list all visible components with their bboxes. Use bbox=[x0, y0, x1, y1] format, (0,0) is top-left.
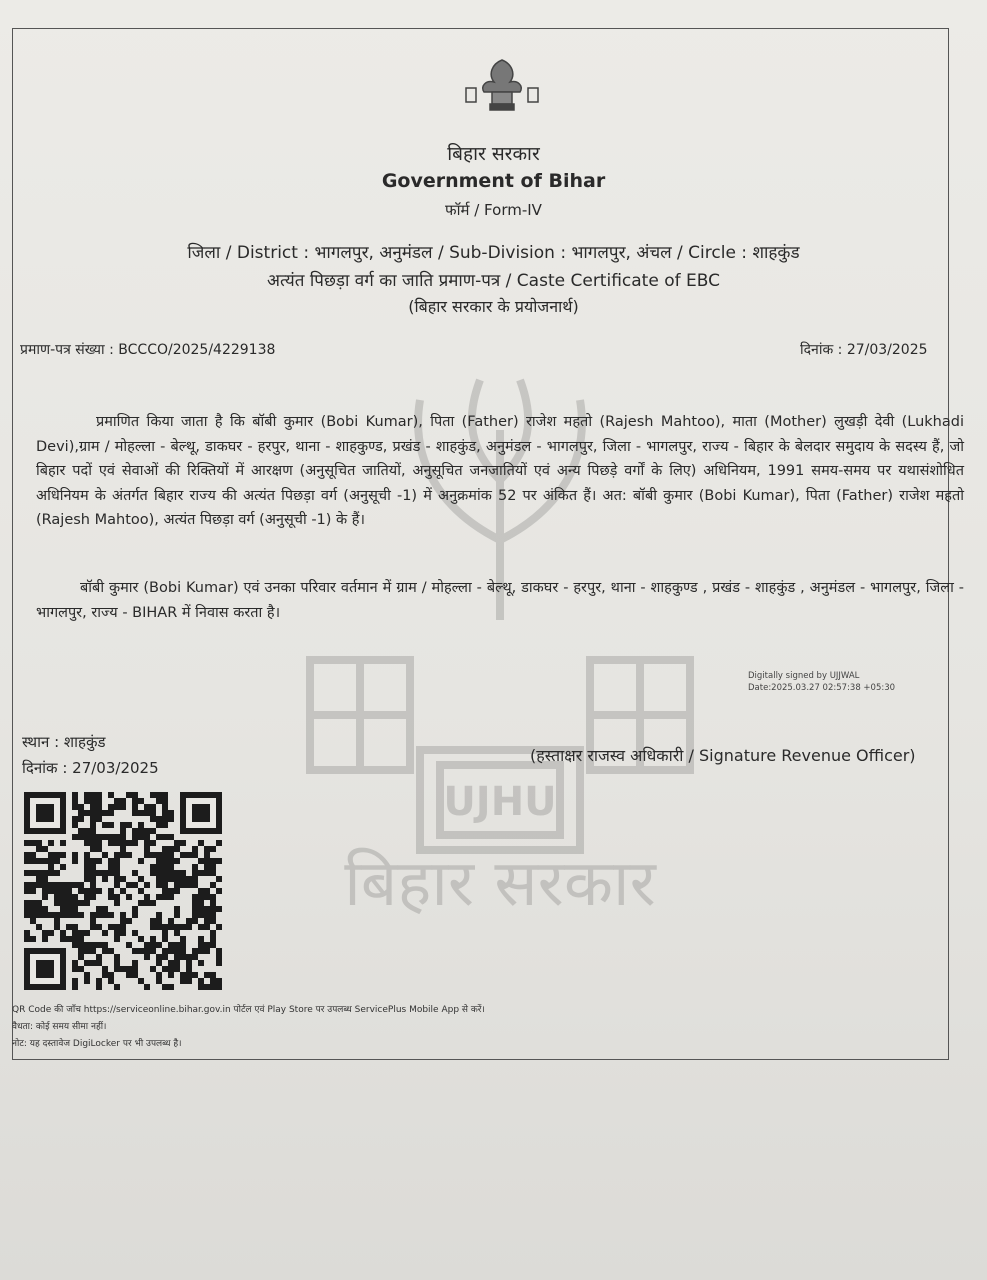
qr-verification-note: QR Code की जाँच https://serviceonline.bihar.gov.in पोर्टल एवं Play Store पर उपलब्ध ServicePlus Mobile App से करें। bbox=[12, 1005, 485, 1015]
government-hindi: बिहार सरकार bbox=[447, 143, 540, 165]
signature-revenue-officer: (हस्ताक्षर राजस्व अधिकारी / Signature Revenue Officer) bbox=[530, 746, 916, 765]
certificate-title: अत्यंत पिछड़ा वर्ग का जाति प्रमाण-पत्र / Caste Certificate of EBC bbox=[267, 271, 720, 291]
certificate-date: दिनांक : 27/03/2025 bbox=[800, 342, 928, 358]
qr-code-icon bbox=[24, 792, 222, 990]
certificate-number: प्रमाण-पत्र संख्या : BCCCO/2025/4229138 bbox=[20, 342, 276, 358]
certificate-purpose: (बिहार सरकार के प्रयोजनार्थ) bbox=[408, 297, 579, 316]
digital-signature-signer: Digitally signed by UJJWAL bbox=[748, 671, 860, 681]
digilocker-note: नोट: यह दस्तावेज DigiLocker पर भी उपलब्ध है। bbox=[12, 1039, 182, 1049]
bihar-emblem-icon bbox=[462, 52, 542, 114]
footer-notes bbox=[12, 1002, 485, 1053]
form-number: फॉर्म / Form-IV bbox=[445, 201, 542, 219]
issue-date: दिनांक : 27/03/2025 bbox=[22, 759, 159, 777]
government-english: Government of Bihar bbox=[381, 170, 606, 192]
district-line: जिला / District : भागलपुर, अनुमंडल / Sub-Division : भागलपुर, अंचल / Circle : शाहकुंड bbox=[187, 243, 800, 263]
validity-note: वैधता: कोई समय सीमा नहीं। bbox=[12, 1022, 107, 1032]
certificate-paragraph-2: बॉबी कुमार (Bobi Kumar) एवं उनका परिवार वर्तमान में ग्राम / मोहल्ला - बेल्थू, डाकघर - हरपुर, थाना - शाहकुण्ड , प्रखंड - शाहकुंड , अनुमंडल - भागलपुर, जिला - भागलपुर, राज्य - BIHAR में निवास करता है। bbox=[36, 580, 964, 621]
certificate-paragraph-1: प्रमाणित किया जाता है कि बॉबी कुमार (Bobi Kumar), पिता (Father) राजेश महतो (Rajesh Mahtoo), माता (Mother) लुखड़ी देवी (Lukhadi Devi),ग्राम / मोहल्ला - बेल्थू, डाकघर - हरपुर, थाना - शाहकुण्ड, प्रखंड - शाहकुंड, अनुमंडल - भागलपुर, जिला - भागलपुर, राज्य - बिहार के बेलदार समुदाय के सदस्य हैं, जो बिहार पदों एवं सेवाओं की रिक्तियों में आरक्षण (अनुसूचित जातियों, अनुसूचित जनजातियों एवं अन्य पिछड़े वर्गों के लिए) अधिनियम, 1991 समय-समय पर यथासंशोधित अधिनियम के अंतर्गत बिहार राज्य की अत्यंत पिछड़ा वर्ग (अनुसूची -1) में अनुक्रमांक 52 पर अंकित हैं। अत: बॉबी कुमार (Bobi Kumar), पिता (Father) राजेश महतो (Rajesh Mahtoo), अत्यंत पिछड़ा वर्ग (अनुसूची -1) के हैं। bbox=[36, 414, 964, 528]
watermark-badge: UJHU bbox=[443, 779, 557, 825]
digital-signature-date: Date:2025.03.27 02:57:38 +05:30 bbox=[748, 683, 896, 693]
digital-signature bbox=[748, 670, 895, 694]
issue-place: स्थान : शाहकुंड bbox=[22, 733, 106, 751]
watermark-text: बिहार सरकार bbox=[344, 847, 656, 920]
